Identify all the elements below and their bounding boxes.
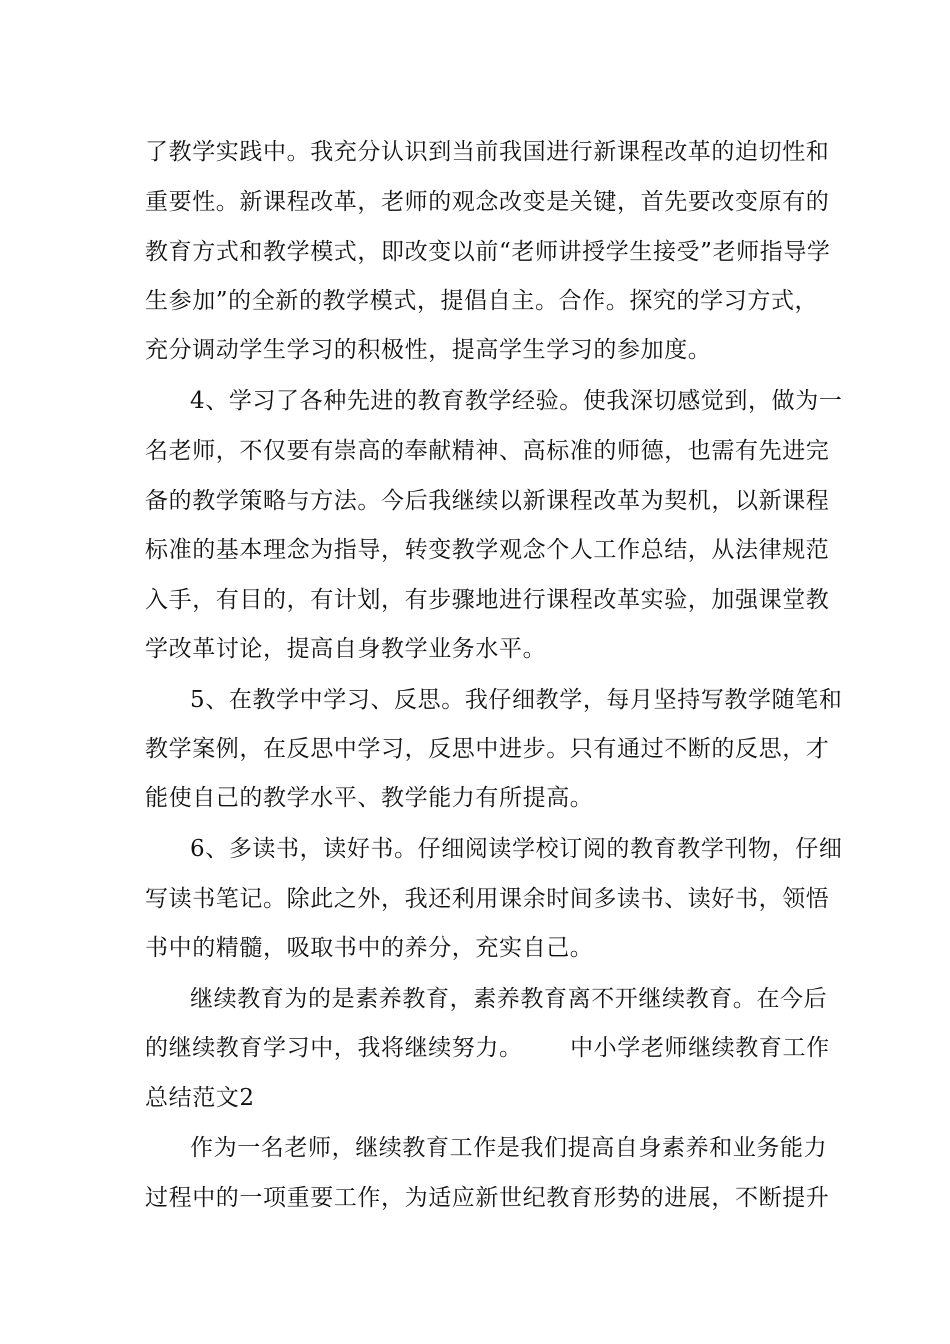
text-line: 标准的基本理念为指导，转变教学观念个人工作总结，从法律规范 bbox=[145, 537, 830, 563]
text-line: 教学案例，在反思中学习，反思中进步。只有通过不断的反思，才 bbox=[145, 736, 830, 762]
section-title: 总结范文2 bbox=[145, 1085, 255, 1111]
text-line: 写读书笔记。除此之外，我还利用课余时间多读书、读好书，领悟 bbox=[145, 886, 830, 912]
text-line: 名老师，不仅要有崇高的奉献精神、高标准的师德，也需有先进完 bbox=[145, 438, 830, 464]
text-line: 学改革讨论，提高自身教学业务水平。 bbox=[145, 636, 547, 662]
text-line: 的继续教育学习中，我将继续努力。 中小学老师继续教育工作 bbox=[145, 1035, 830, 1061]
text-line: 生参加”的全新的教学模式，提倡自主。合作。探究的学习方式， bbox=[145, 288, 819, 314]
paragraph-5-start: 5、在教学中学习、反思。我仔细教学，每月坚持写教学随笔和 bbox=[190, 687, 843, 713]
text-line: 能使自己的教学水平、教学能力有所提高。 bbox=[145, 785, 594, 811]
text-line: 入手，有目的，有计划，有步骤地进行课程改革实验，加强课堂教 bbox=[145, 587, 830, 613]
text-line: 重要性。新课程改革，老师的观念改变是关键，首先要改变原有的 bbox=[145, 189, 830, 215]
paragraph-6-start: 6、多读书，读好书。仔细阅读学校订阅的教育教学刊物，仔细 bbox=[190, 836, 843, 862]
text-line: 书中的精髓，吸取书中的养分，充实自己。 bbox=[145, 935, 594, 961]
text-line: 备的教学策略与方法。今后我继续以新课程改革为契机，以新课程 bbox=[145, 488, 830, 514]
text-line: 充分调动学生学习的积极性，提高学生学习的参加度。 bbox=[145, 337, 712, 363]
paragraph-next-start: 作为一名老师，继续教育工作是我们提高自身素养和业务能力 bbox=[190, 1135, 828, 1161]
text-line: 过程中的一项重要工作，为适应新世纪教育形势的进展，不断提升 bbox=[145, 1185, 830, 1211]
text-line: 了教学实践中。我充分认识到当前我国进行新课程改革的迫切性和 bbox=[145, 139, 830, 165]
paragraph-4-start: 4、学习了各种先进的教育教学经验。使我深切感觉到，做为一 bbox=[190, 388, 843, 414]
paragraph-conclusion-start: 继续教育为的是素养教育，素养教育离不开继续教育。在今后 bbox=[190, 986, 828, 1012]
text-line: 教育方式和教学模式，即改变以前“老师讲授学生接受”老师指导学 bbox=[145, 239, 831, 265]
